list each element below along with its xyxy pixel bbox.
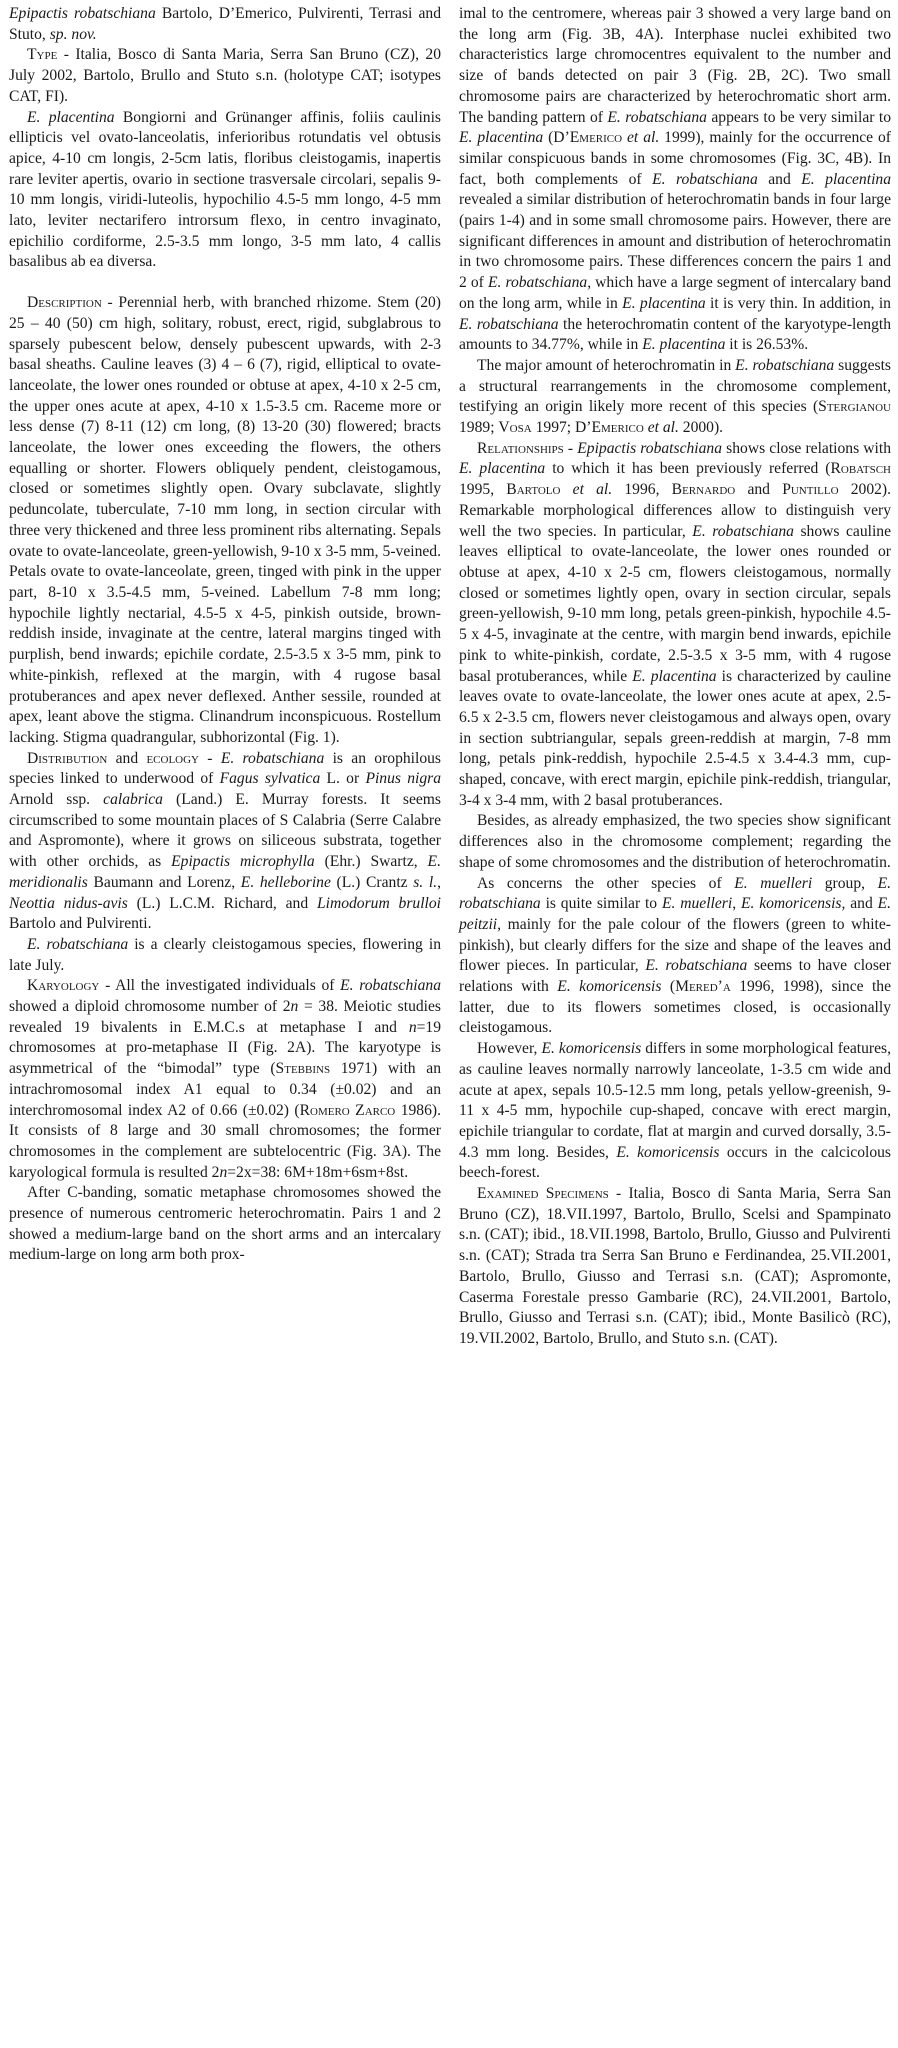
body-text: , (732, 895, 741, 913)
section-heading-text: Emerico (569, 129, 623, 147)
italic-text: E. komoricensis (557, 978, 662, 996)
italic-text: et al. (647, 419, 679, 437)
italic-text: E. robatschiana (735, 356, 835, 374)
italic-text: E. placentina (642, 336, 726, 354)
body-text: - (199, 749, 221, 767)
paragraph (459, 1039, 891, 1184)
body-text: - Italia, Bosco di Santa Maria, Serra San Bruno (CZ), 20 July 2002, Bartolo, Brullo and Stuto s.n. (holotype CAT; isotypes CAT, FI). (9, 46, 441, 105)
body-text (560, 481, 572, 498)
section-heading-text: Examined Specimens (477, 1185, 609, 1203)
body-text: , which have a large segment of intercalary band on the long arm, while in (459, 274, 891, 312)
italic-text: et al. (572, 481, 613, 499)
body-text: shows close relations with (722, 439, 892, 457)
body-text: (D’ (543, 129, 570, 147)
body-text: 1971) with an intrachromosomal index A1 equal to 0.34 (±0.02) and an interchromosomal index A2 of 0.66 (±0.02) ( (9, 1060, 441, 1119)
body-text: The major amount of heterochromatin in (477, 356, 736, 374)
body-text: After C-banding, somatic metaphase chromosomes showed the presence of numerous centromeric heterochromatin. Pairs 1 and 2 showed a medium-large band on the short arms and an intercalary medium-large on long arm both prox- (9, 1184, 441, 1264)
italic-text: Epipactis robatschiana (9, 5, 156, 22)
italic-text: n (290, 998, 299, 1016)
body-text: 2002). Remarkable morphological differences allow to distinguish very well the two species. In particular, (459, 481, 892, 540)
italic-text: E. robatschiana (27, 935, 129, 953)
paragraph (459, 356, 891, 439)
body-text: As concerns the other species of (477, 874, 735, 892)
section-heading-text: Description (27, 294, 102, 312)
section-heading-text: Robatsch (830, 460, 891, 478)
italic-text: E. placentina (632, 667, 717, 685)
paragraph (9, 293, 441, 748)
body-text: it is 26.53%. (725, 336, 809, 354)
body-text: - All the investigated individuals of (99, 977, 341, 995)
italic-text: E. robatschiana (607, 108, 707, 126)
italic-text: E. robatschiana (459, 874, 892, 913)
italic-text: E. robatschiana (459, 315, 559, 333)
body-text: to which it has been previously referred ( (545, 460, 831, 478)
italic-text: E. komoricensis (541, 1040, 642, 1058)
section-heading-text: Romero Zarco (299, 1101, 396, 1119)
body-text: , (437, 873, 441, 891)
body-text: (L.) Crantz (330, 873, 414, 891)
italic-text: calabrica (103, 791, 163, 809)
italic-text: E. placentina (27, 108, 115, 126)
italic-text: E. robatschiana (652, 170, 758, 188)
section-heading-text: Relationships (477, 439, 564, 457)
italic-text: Pinus nigra (365, 770, 442, 788)
italic-text: E. helleborine (240, 873, 331, 891)
italic-text: n (408, 1018, 417, 1036)
body-text: Bartolo and Pulvirenti. (9, 915, 152, 933)
body-text: occurs in the calcicolous beech-forest. (459, 1143, 892, 1182)
italic-text: E. komoricensis (616, 1143, 720, 1161)
paragraph (459, 874, 891, 1040)
paragraph (9, 4, 441, 45)
italic-text: sp. nov. (49, 25, 97, 43)
body-text: Baumann and Lorenz, (87, 873, 241, 891)
paragraph (459, 811, 891, 873)
paragraph (9, 749, 441, 935)
body-text: it is very thin. In addition, in (705, 294, 891, 312)
italic-text: E. meridionalis (9, 853, 441, 891)
body-text: shows cauline leaves elliptical to ovate-lanceolate, the lower ones rounded or obtuse at apex, 4-10 x 2-5 cm, flowers cleistogamous, normally closed or sometimes lightly open, ovary in section circular, sepals green-yellowish, 9-10 mm long, petals green-pinkish, hypochile 4.5-5 x 4-5, invaginate at the centre, with margin bend inwards, epichile pink to white-pinkish, cordate, 2.5-3.5 x 3-5 mm, with 4 rugose basal protuberances, while (459, 522, 892, 685)
italic-text: E. robatschiana (487, 274, 588, 292)
body-text: is characterized by cauline leaves ovate to ovate-lanceolate, the lower ones acute at apex, 2.5-6.5 x 2-3.5 cm, flowers never cleistogamous and always open, ovary in section subtriangular, sepals green-reddish at margin, 7-8 mm long, petals pink-reddish, hypochile 2.5-4.5 x 3.4-4.3 mm, cup-shaped, concave, with erect margin, epichile pink-reddish, triangular, 3-4 x 3-4 mm, with 2 basal protuberances. (459, 667, 891, 809)
body-text: =19 chromosomes at pro-metaphase II (Fig. 2A). The karyotype is asymmetrical of the “bimodal” type ( (9, 1018, 441, 1078)
section-heading-text: Vosa (498, 419, 532, 437)
body-text: Bartolo, D’Emerico, Pulvirenti, Terrasi and Stuto, (9, 5, 441, 43)
body-text: is a clearly cleistogamous species, flowering in late July. (9, 935, 441, 974)
body-text: seems to have closer relations with (459, 957, 892, 996)
italic-text: E. placentina (459, 129, 544, 147)
body-text: Bongiorni and Grünanger affinis, foliis caulinis ellipticis vel ovato-lanceolatis, inferioribus rotundatis vel obtusis apice, 4-10 cm longis, 2-5cm latis, floribus cleistogamis, inapertis rare leviter apertis, ovario in sectione trasversale circolari, sepalis 9-10 mm longis, viridi-luteolis, hypochilio 4.5-5 mm longo, 4-5 mm lato, leviter nectarifero introrsum flexo, in centro invaginato, epichilio cordiforme, 2.5-3.5 mm longo, 3-5 mm lato, 4 callis basalibus ab ea diversa. (9, 108, 441, 271)
italic-text: E. robatschiana (340, 977, 441, 995)
paragraph (9, 1183, 441, 1266)
section-heading-text: Mered’a (675, 978, 731, 996)
section-heading-text: Emerico (591, 419, 644, 437)
body-text: showed a diploid chromosome number of 2 (9, 998, 291, 1016)
body-text: - (563, 439, 578, 457)
body-text: mainly for the pale colour of the flowers (green to white-pinkish), but clearly differs for the size and shape of the leaves and flower pieces. In particular, (459, 915, 891, 975)
body-text: and (107, 749, 147, 767)
body-text: imal to the centromere, whereas pair 3 showed a very large band on the long arm (Fig. 3B, 4A). Interphase nuclei exhibited two characteristics large chromocentres equivalent to the number and size of bands detected on pair 3 (Fig. 2B, 2C). Two small chromosome pairs are characterized by heterochromatic short arm. The banding pattern of (459, 5, 891, 126)
section-heading-text: Karyology (27, 977, 100, 995)
italic-text: s. l. (413, 873, 438, 891)
section-heading-text: ecology (146, 749, 199, 767)
body-text: 2000). (678, 419, 724, 437)
body-text: and (757, 170, 802, 188)
italic-text: Epipactis robatschiana (577, 439, 723, 457)
body-text: (Land.) E. Murray forests. It seems circumscribed to some mountain places of S Calabria (Serre Calabre and Aspromonte), where it grows on siliceous substrata, together with other orchids, as (9, 791, 442, 871)
italic-text: E. muelleri (734, 874, 813, 892)
paragraph (9, 45, 441, 107)
italic-text: E. robatschiana (645, 957, 748, 975)
italic-text: E. placentina (459, 460, 546, 478)
italic-text: E. muelleri (661, 895, 733, 913)
body-text: and (845, 895, 878, 913)
italic-text: E. robatschiana (220, 749, 325, 767)
body-text: 1989; (459, 419, 499, 437)
paragraph (459, 4, 891, 356)
section-heading-text: Bernardo (671, 481, 736, 499)
body-text: 1999), mainly for the occurrence of similar conspicuous bands in some chromosomes (Fig. 3C, 4B). In fact, both complements of (459, 129, 891, 188)
body-text: = 38. Meiotic studies revealed 19 bivalents in E.M.C.s at metaphase I and (9, 998, 441, 1036)
body-text: However, (477, 1040, 542, 1058)
italic-text: E. robatschiana (692, 522, 794, 540)
body-text: and (735, 481, 783, 499)
italic-text: Fagus sylvatica (219, 770, 321, 788)
body-text: differs in some morphological features, as cauline leaves normally narrowly lanceolate, 1-3.5 cm wide and acute at apex, sepals 10.5-12.5 mm long, petals yellow-greenish, 9-11 x 4-5 mm, hypochile cup-shaped, concave with erect margin, epichile triangular to cordate, flat at margin and curved dorsally, 3.5-4.3 mm long. Besides, (459, 1040, 892, 1161)
paragraph (459, 439, 891, 812)
italic-text: E. placentina (801, 170, 891, 188)
body-text: 1995, (459, 481, 507, 499)
body-text: is an orophilous species linked to underwood of (9, 749, 442, 788)
body-text: (L.) L.C.M. Richard, and (127, 894, 317, 912)
body-text: =2x=38: 6M+18m+6sm+8st. (227, 1163, 409, 1181)
section-heading-text: Stebbins (275, 1060, 331, 1078)
italic-text: Epipactis microphylla (171, 853, 315, 871)
section-heading-text: Distribution (27, 749, 108, 767)
body-text: 1996, (612, 481, 672, 499)
italic-text: E. placentina (622, 294, 706, 312)
right-column (459, 4, 891, 1350)
body-text: Besides, as already emphasized, the two species show significant differences also in the chromosome complement; regarding the shape of some chromosomes and the distribution of heterochromatin. (459, 812, 891, 871)
italic-text: E. komoricensis, (740, 895, 846, 913)
italic-text: E. peitzii, (459, 895, 892, 933)
italic-text: Neottia nidus-avis (9, 894, 128, 912)
paragraph (9, 108, 441, 274)
body-text: (Ehr.) Swartz, (314, 853, 428, 871)
body-text: 1997; D’ (531, 419, 592, 437)
body-text: - Italia, Bosco di Santa Maria, Serra San Bruno (CZ), 18.VII.1997, Bartolo, Brullo, Scelsi and Spampinato s.n. (CAT); ibid., 18.VII.1998, Bartolo, Brullo, Giusso and Pulvirenti s.n. (CAT); Strada tra Serra San Bruno e Ferdinandea, 25.VII.2001, Bartolo, Brullo, Giusso and Terrasi s.n. (CAT); Aspromonte, Caserma Forestale presso Gambarie (RC), 24.VII.2001, Bartolo, Brullo, Giusso and Terrasi s.n. (CAT); ibid., Monte Basilicò (RC), 19.VII.2002, Bartolo, Brullo, and Stuto s.n. (CAT). (459, 1185, 891, 1347)
body-text: L. or (320, 770, 366, 788)
italic-text: et al. (627, 129, 660, 147)
section-heading-text: Puntillo (782, 481, 839, 499)
body-text: the heterochromatin content of the karyotype-length amounts to 34.77%, while in (459, 315, 892, 354)
body-text: group, (812, 874, 878, 892)
body-text: ( (661, 978, 676, 996)
left-column (9, 4, 441, 1266)
body-text: 1986). It consists of 8 large and 30 small chromosomes; the former chromosomes in the complement are subtelocentric (Fig. 3A). The karyological formula is resulted 2 (9, 1101, 441, 1181)
body-text: revealed a similar distribution of heterochromatin bands in four large (pairs 1-4) and in some small chromosome pairs. However, there are significant differences in amount and distribution of heterochromatin in two chromosome pairs. These differences concern the pairs 1 and 2 of (459, 191, 891, 292)
body-text: 1996, 1998), since the latter, due to its flowers sometimes closed, is occasionally cleistogamous. (459, 978, 892, 1037)
italic-text: Limodorum brulloi (316, 894, 441, 912)
body-text: appears to be very similar to (706, 108, 891, 126)
section-heading-text: Bartolo (506, 481, 561, 499)
body-text: - Perennial herb, with branched rhizome. Stem (20) 25 – 40 (50) cm high, solitary, robust, erect, rigid, subglabrous to sparsely pubescent below, densely pubescent upwards, with 2-3 basal sheaths. Cauline leaves (3) 4 – 6 (7), rigid, elliptical to ovate-lanceolate, the lower ones rounded or obtuse at apex, 4-10 x 2-5 cm, the upper ones acute at apex, 4-10 x 1.5-3.5 cm. Raceme more or less dense (7) 8-11 (12) cm long, (8) 13-20 (30) flowered; bracts lanceolate, the lower ones exceeding the flowers, the others equalling or shorter. Flowers obliquely pendent, cleistogamous, closed or sometimes slightly open. Ovary subclavate, slightly peduncolate, tuberculate, 7-10 mm long, in section circular with three very thickened and three less prominent ribs alternating. Sepals ovate to ovate-lanceolate, green-yellowish, 9-10 x 3-5 mm, 5-veined. Petals ovate to ovate-lanceolate, green, tinged with pink in the upper part, 8-10 x 3.5-4.5 mm, 5-veined. Labellum 7-8 mm long; hypochile lightly nectarial, 4.5-5 x 4-5, pinkish outside, brown-reddish inside, invaginate at the centre, lateral margins tinged with purplish, bend inwards; epichile cordate, 2.5-3.5 x 3-5 mm, pink to white-pinkish, reflexed at the margin, with 4 rugose basal protuberances and apex never deflexed. Anther sessile, rounded at apex, leant above the stigma. Clinandrum inconspicuous. Rostellum lacking. Stigma quadrangular, subhorizontal (Fig. 1). (9, 294, 441, 746)
italic-text: n (219, 1163, 228, 1181)
paragraph (459, 1184, 891, 1350)
section-heading-text: Stergianou (818, 398, 891, 416)
paragraph (9, 976, 441, 1183)
body-text: is quite similar to (540, 895, 662, 913)
body-text: Arnold ssp. (9, 791, 104, 809)
paragraph (9, 935, 441, 976)
section-heading-text: Type (27, 46, 58, 64)
body-text: suggests a structural rearrangements in the chromosome complement, testifying an origin likely more recent of this species ( (459, 356, 891, 416)
